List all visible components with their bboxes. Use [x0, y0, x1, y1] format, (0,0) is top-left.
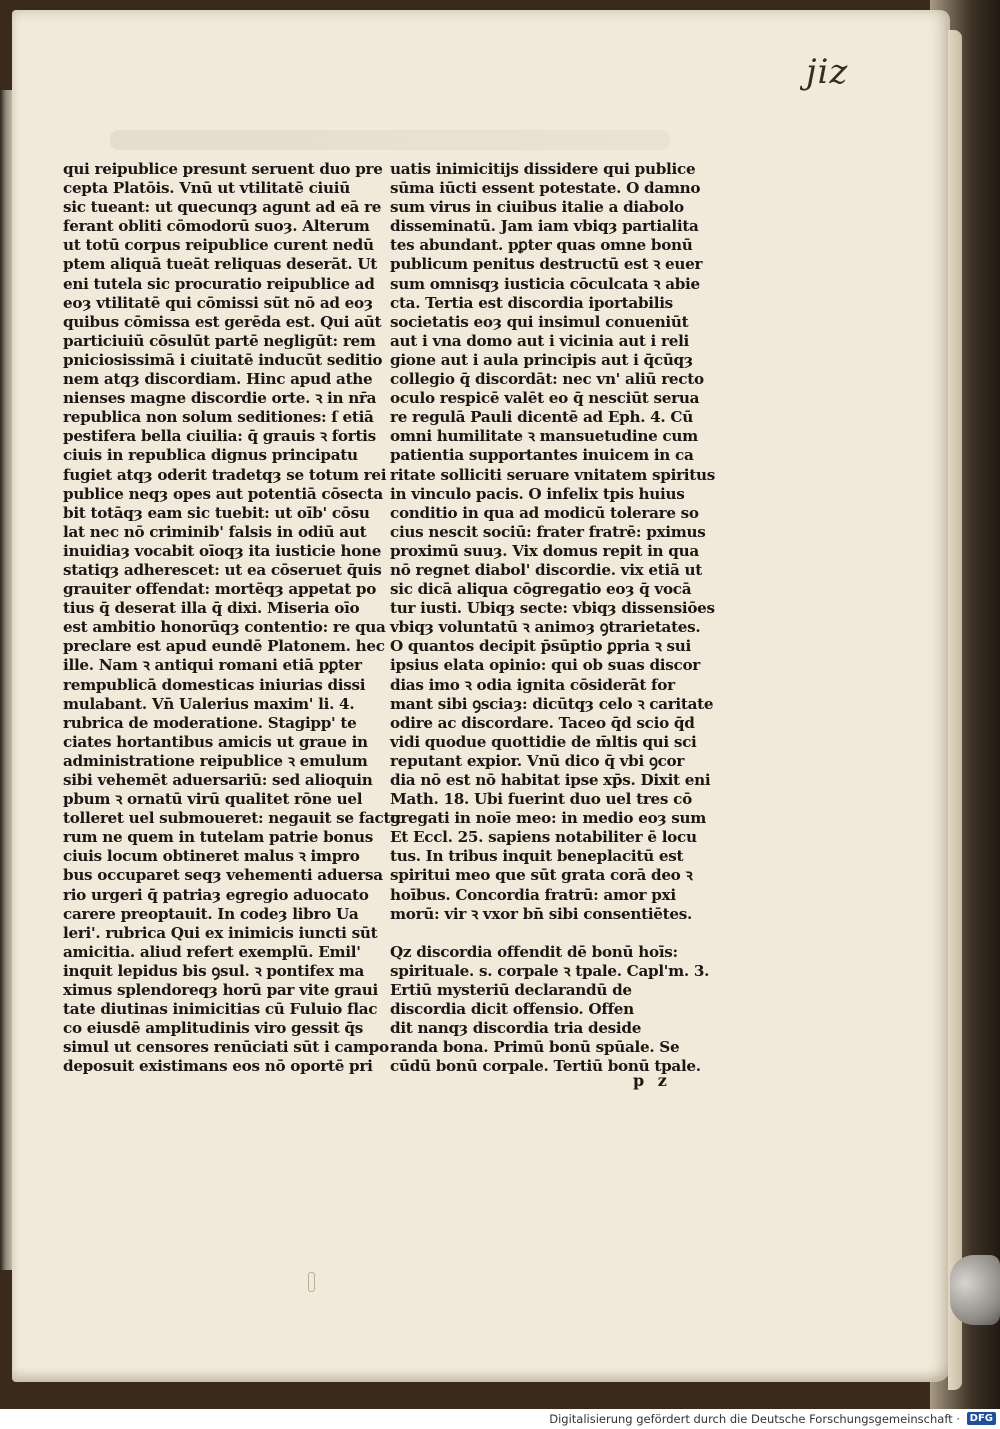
- text-line: sum omnisqȝ iusticia cōculcata ꝛ abie: [390, 274, 700, 293]
- text-line: tolleret uel submoueret: negauit se factu: [63, 809, 401, 828]
- text-line: ximus splendoreqȝ horū par vite graui: [63, 981, 378, 1000]
- text-line: republica non solum seditiones: ſ etiā: [63, 408, 374, 427]
- text-line: preclare est apud eundē Platonem. hec: [63, 637, 385, 656]
- text-line: uatis inimicitijs dissidere qui publice: [390, 160, 696, 178]
- text-line: reputant expior. Vnū dico q̄ vbi ꝯcor: [390, 751, 685, 770]
- text-line: ciuis locum obtineret malus ꝛ impro: [63, 847, 360, 866]
- text-line: administratione reipublice ꝛ emulum: [63, 751, 368, 770]
- show-through-text: [110, 130, 670, 150]
- text-line: ritate solliciti seruare vnitatem spiritus: [390, 465, 715, 484]
- text-line: ciuis in republica dignus principatu: [63, 446, 358, 465]
- text-line: Math. 18. Ubi fuerint duo uel tres cō: [390, 790, 692, 809]
- text-line: Qz discordia offendit dē bonū hoīs:: [390, 942, 678, 961]
- book-clasp: [950, 1255, 1000, 1325]
- text-line: cta. Tertia est discordia iportabilis: [390, 293, 673, 312]
- text-line: gione aut i aula principis aut i q̄cūqȝ: [390, 350, 693, 369]
- text-line: omni humilitate ꝛ mansuetudine cum: [390, 427, 698, 446]
- text-line: mulabant. Vn̄ Ualerius maxim' li. 4.: [63, 694, 355, 713]
- text-line: bus occuparet seqȝ vehementi aduersa: [63, 866, 383, 885]
- text-line: societatis eoȝ qui insimul conueniūt: [390, 312, 689, 331]
- text-line: Ertiū mysteriū declarandū de: [390, 981, 632, 1000]
- text-column-left: [63, 160, 401, 1077]
- text-line: disseminatū. Jam iam vbiqȝ partialita: [390, 217, 699, 236]
- dfg-logo: DFG: [967, 1412, 996, 1425]
- text-line: cepta Platōis. Vnū ut vtilitatē ciuiū: [63, 179, 350, 198]
- text-line: cūdū bonū corpale. Tertiū bonū tpale.: [390, 1057, 701, 1076]
- text-line: spiritui meo que sūt grata corā deo ꝛ: [390, 866, 693, 885]
- text-line: inuidiaȝ vocabit oīoqȝ ita iusticie hone: [63, 541, 382, 560]
- text-line: hoībus. Concordia fratrū: amor pxi: [390, 885, 676, 904]
- text-line: ut totū corpus reipublice curent nedū: [63, 236, 374, 255]
- text-line: [390, 924, 690, 943]
- text-line: in vinculo pacis. O infelix tpis huius: [390, 484, 685, 503]
- text-line: sic tueant: ut quecunqȝ agunt ad eā re: [63, 198, 382, 217]
- text-line: nienses magne discordie orte. ꝛ in nr̄a: [63, 389, 377, 408]
- text-line: tes abundant. pꝑter quas omne bonū: [390, 236, 693, 255]
- text-line: tus. In tribus inquit beneplacitū est: [390, 847, 684, 866]
- text-column-right: [390, 160, 715, 1077]
- text-line: dias imo ꝛ odia ignita cōsiderāt for: [390, 675, 675, 694]
- text-line: co eiusdē amplitudinis viro gessit q̄s: [63, 1019, 363, 1038]
- text-line: collegio q̄ discordāt: nec vn' aliū recto: [390, 370, 704, 389]
- text-line: odire ac discordare. Taceo q̄d scio q̄d: [390, 713, 695, 732]
- text-line: particiuiū cōsulūt partē negligūt: rem: [63, 331, 376, 350]
- text-line: tius q̄ deserat illa q̄ dixi. Miseria oīo: [63, 599, 360, 618]
- text-line: morū: vir ꝛ vxor bn̄ sibi consentiētes.: [390, 904, 692, 923]
- text-line: eoȝ vtilitatē qui cōmissi sūt nō ad eoȝ: [63, 293, 373, 312]
- text-line: pbum ꝛ ornatū virū qualitet rōne uel: [63, 790, 363, 809]
- text-line: sum virus in ciuibus italie a diabolo: [390, 198, 684, 217]
- leaf-edge: [948, 30, 962, 1390]
- text-line: inquit lepidus bis ꝯsul. ꝛ pontifex ma: [63, 961, 365, 980]
- paper-mark: [308, 1272, 315, 1292]
- text-line: sibi vehemēt aduersariū: sed alioquin: [63, 771, 373, 789]
- text-line: dia nō est nō habitat ipse xp̄s. Dixit eni: [390, 771, 711, 789]
- text-line: grauiter offendat: mortēqȝ appetat po: [63, 580, 377, 599]
- text-line: rum ne quem in tutelam patrie bonus: [63, 828, 373, 847]
- text-line: quibus cōmissa est gerēda est. Qui aūt: [63, 312, 382, 331]
- text-line: ciates hortantibus amicis ut graue in: [63, 732, 368, 751]
- text-line: discordia dicit offensio. Offen: [390, 1000, 634, 1019]
- text-line: rio urgeri q̄ patriaȝ egregio aduocato: [63, 885, 369, 904]
- text-line: rempublicā domesticas iniurias dissi: [63, 675, 366, 694]
- text-line: pestifera bella ciuilia: q̄ grauis ꝛ fortis: [63, 427, 376, 446]
- text-line: O quantos decipit p̄sūptio ꝑpria ꝛ sui: [390, 637, 691, 656]
- text-line: sic dicā aliqua cōgregatio eoȝ q̄ vocā: [390, 580, 692, 599]
- text-line: lat nec nō criminib' falsis in odiū aut: [63, 522, 367, 541]
- text-line: conditio in qua ad modicū tolerare so: [390, 503, 699, 522]
- text-line: ptem aliquā tueāt reliquas deserāt. Ut: [63, 255, 378, 274]
- text-line: vbiqȝ voluntatū ꝛ animoȝ ꝯtrarietates.: [390, 618, 701, 637]
- text-line: dit nanqȝ discordia tria deside: [390, 1019, 642, 1038]
- handwritten-folio-number: jiz: [806, 52, 849, 92]
- text-line: rubrica de moderatione. Stagipp' te: [63, 713, 357, 732]
- text-line: vidi quodue quottidie de m̄ltis qui sci: [390, 732, 697, 751]
- printer-signature-mark: p z: [633, 1071, 671, 1090]
- text-line: simul ut censores renūciati sūt i campo: [63, 1038, 389, 1057]
- text-line: mant sibi ꝯsciaȝ: dicūtqȝ celo ꝛ caritate: [390, 694, 714, 713]
- text-line: ille. Nam ꝛ antiqui romani etiā pꝑter: [63, 656, 362, 675]
- text-line: gregati in noīe meo: in medio eoȝ sum: [390, 809, 707, 828]
- text-line: amicitia. aliud refert exemplū. Emil': [63, 942, 361, 961]
- text-line: spirituale. s. corpale ꝛ tpale. Capl'm. 3.: [390, 961, 710, 980]
- footer-credit: Digitalisierung gefördert durch die Deutsche Forschungsgemeinschaft ·: [549, 1412, 960, 1426]
- text-line: nem atqȝ discordiam. Hinc apud athe: [63, 370, 373, 389]
- text-line: ipsius elata opinio: qui ob suas discor: [390, 656, 701, 675]
- text-line: publicum penitus destructū est ꝛ euer: [390, 255, 703, 274]
- text-line: aut i vna domo aut i vicinia aut i reli: [390, 331, 690, 350]
- text-line: cius nescit sociū: frater fratrē: pximus: [390, 522, 706, 541]
- text-line: carere preoptauit. In codeȝ libro Ua: [63, 904, 359, 923]
- text-line: ferant obliti cōmodorū suoȝ. Alterum: [63, 217, 370, 236]
- text-line: leri'. rubrica Qui ex inimicis iuncti sūt: [63, 923, 378, 942]
- text-line: qui reipublice presunt seruent duo pre: [63, 160, 383, 178]
- text-line: bit totāqȝ eam sic tuebit: ut oīb' cōsu: [63, 503, 370, 522]
- text-line: nō regnet diabol' discordie. vix etiā ut: [390, 560, 702, 579]
- text-line: publice neqȝ opes aut potentiā cōsecta: [63, 484, 383, 503]
- text-line: re regulā Pauli dicentē ad Eph. 4. Cū: [390, 408, 693, 427]
- text-line: fugiet atqȝ oderit tradetqȝ se totum rei: [63, 465, 387, 484]
- text-line: statiqȝ adherescet: ut ea cōseruet q̄uis: [63, 560, 382, 579]
- text-line: Et Eccl. 25. sapiens notabiliter ē locu: [390, 828, 697, 847]
- text-line: proximū suuȝ. Vix domus repit in qua: [390, 541, 699, 560]
- text-line: pniciosissimā i ciuitatē inducūt seditio: [63, 350, 383, 369]
- text-line: tur iusti. Ubiqȝ secte: vbiqȝ dissensiōes: [390, 599, 715, 618]
- text-line: patientia supportantes inuicem in ca: [390, 446, 694, 465]
- text-line: randa bona. Primū bonū spūale. Se: [390, 1038, 680, 1057]
- footer-bar: [0, 1409, 1000, 1429]
- text-line: eni tutela sic procuratio reipublice ad: [63, 274, 375, 293]
- text-line: est ambitio honorūqȝ contentio: re qua: [63, 618, 386, 637]
- text-line: oculo respicē valēt eo q̄ nesciūt serua: [390, 389, 700, 408]
- text-line: deposuit existimans eos nō oportē pri: [63, 1057, 373, 1076]
- text-line: tate diutinas inimicitias cū Fuluio flac: [63, 1000, 378, 1019]
- text-line: sūma iūcti essent potestate. O damno: [390, 179, 701, 198]
